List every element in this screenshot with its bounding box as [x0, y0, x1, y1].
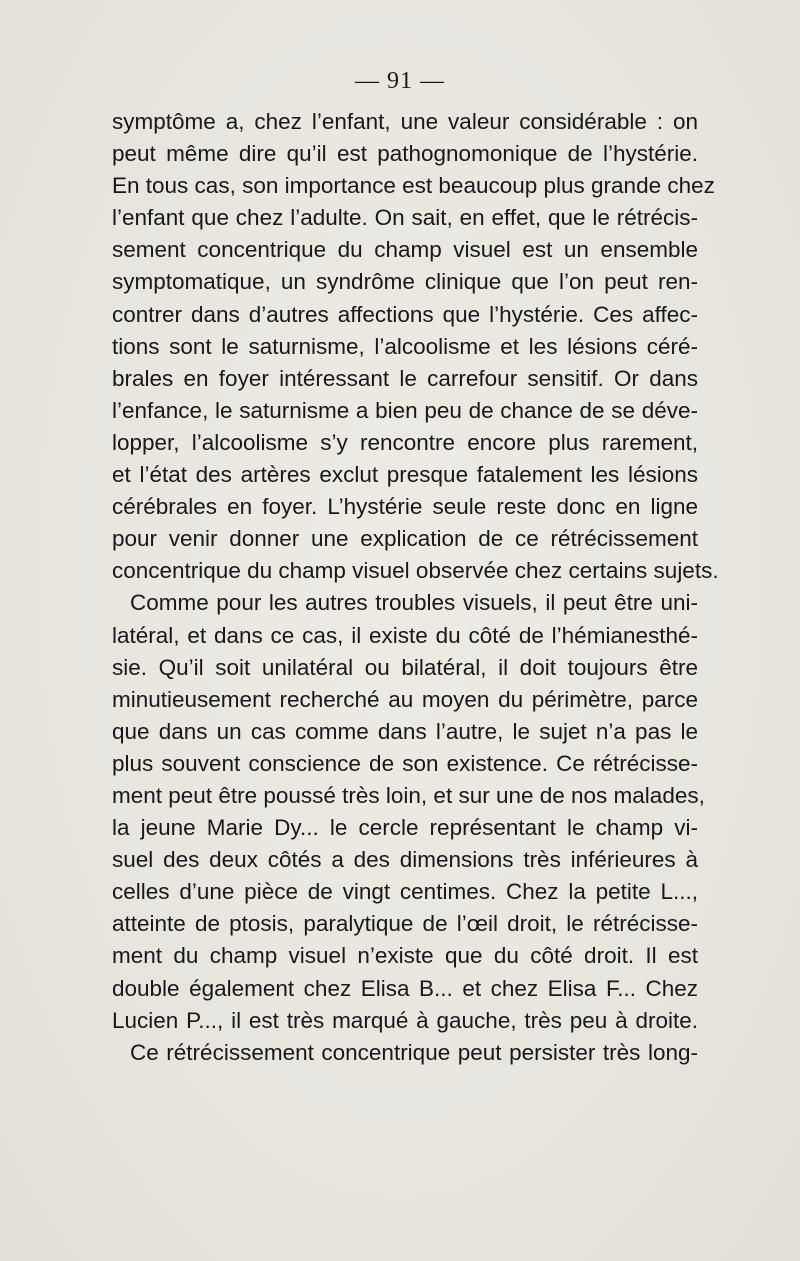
text-line: brales en foyer intéressant le carrefour sensitif. Or dans — [112, 365, 698, 391]
text-line: pour venir donner une explication de ce rétrécissement — [112, 526, 698, 552]
text-line: ment peut être poussé très loin, et sur une de nos malades, — [112, 782, 705, 808]
text-line: symptomatique, un syndrôme clinique que l’on peut ren- — [112, 269, 698, 295]
text-line: Comme pour les autres troubles visuels, il peut être uni- — [130, 590, 698, 616]
text-line: sement concentrique du champ visuel est un ensemble — [112, 237, 698, 263]
text-line: peut même dire qu’il est pathognomonique de l’hystérie. — [112, 141, 698, 167]
text-line: suel des deux côtés a des dimensions très inférieures à — [112, 847, 698, 873]
text-line: Lucien P..., il est très marqué à gauche, très peu à droite. — [112, 1007, 698, 1033]
text-line: et l’état des artères exclut presque fatalement les lésions — [112, 462, 698, 488]
text-line: lopper, l’alcoolisme s’y rencontre encore plus rarement, — [112, 429, 698, 455]
text-line: double également chez Elisa B... et chez Elisa F... Chez — [112, 975, 698, 1001]
text-line: minutieusement recherché au moyen du périmètre, parce — [112, 686, 698, 712]
page-number: — 91 — — [355, 68, 445, 94]
body-text — [112, 106, 719, 1069]
text-line: Ce rétrécissement concentrique peut persister très long- — [130, 1039, 698, 1065]
text-line: la jeune Marie Dy... le cercle représentant le champ vi- — [112, 815, 698, 841]
text-line: atteinte de ptosis, paralytique de l’œil droit, le rétrécisse- — [112, 911, 698, 937]
text-line: contrer dans d’autres affections que l’hystérie. Ces affec- — [112, 301, 698, 327]
text-line: cérébrales en foyer. L’hystérie seule reste donc en ligne — [112, 494, 698, 520]
text-line: plus souvent conscience de son existence. Ce rétrécisse- — [112, 750, 698, 776]
text-line: sie. Qu’il soit unilatéral ou bilatéral, il doit toujours être — [112, 654, 698, 680]
text-line: l’enfance, le saturnisme a bien peu de chance de se déve- — [112, 397, 698, 423]
text-line: ment du champ visuel n’existe que du côté droit. Il est — [112, 943, 698, 969]
text-line: tions sont le saturnisme, l’alcoolisme et les lésions céré- — [112, 333, 698, 359]
text-line: concentrique du champ visuel observée chez certains sujets. — [112, 558, 719, 584]
text-line: En tous cas, son importance est beaucoup plus grande chez — [112, 173, 715, 199]
text-line: latéral, et dans ce cas, il existe du côté de l’hémianesthé- — [112, 622, 698, 648]
text-line: l’enfant que chez l’adulte. On sait, en effet, que le rétrécis- — [112, 205, 698, 231]
text-line: symptôme a, chez l’enfant, une valeur considérable : on — [112, 109, 698, 134]
text-line: que dans un cas comme dans l’autre, le sujet n’a pas le — [112, 718, 698, 744]
text-line: celles d’une pièce de vingt centimes. Chez la petite L..., — [112, 879, 698, 905]
